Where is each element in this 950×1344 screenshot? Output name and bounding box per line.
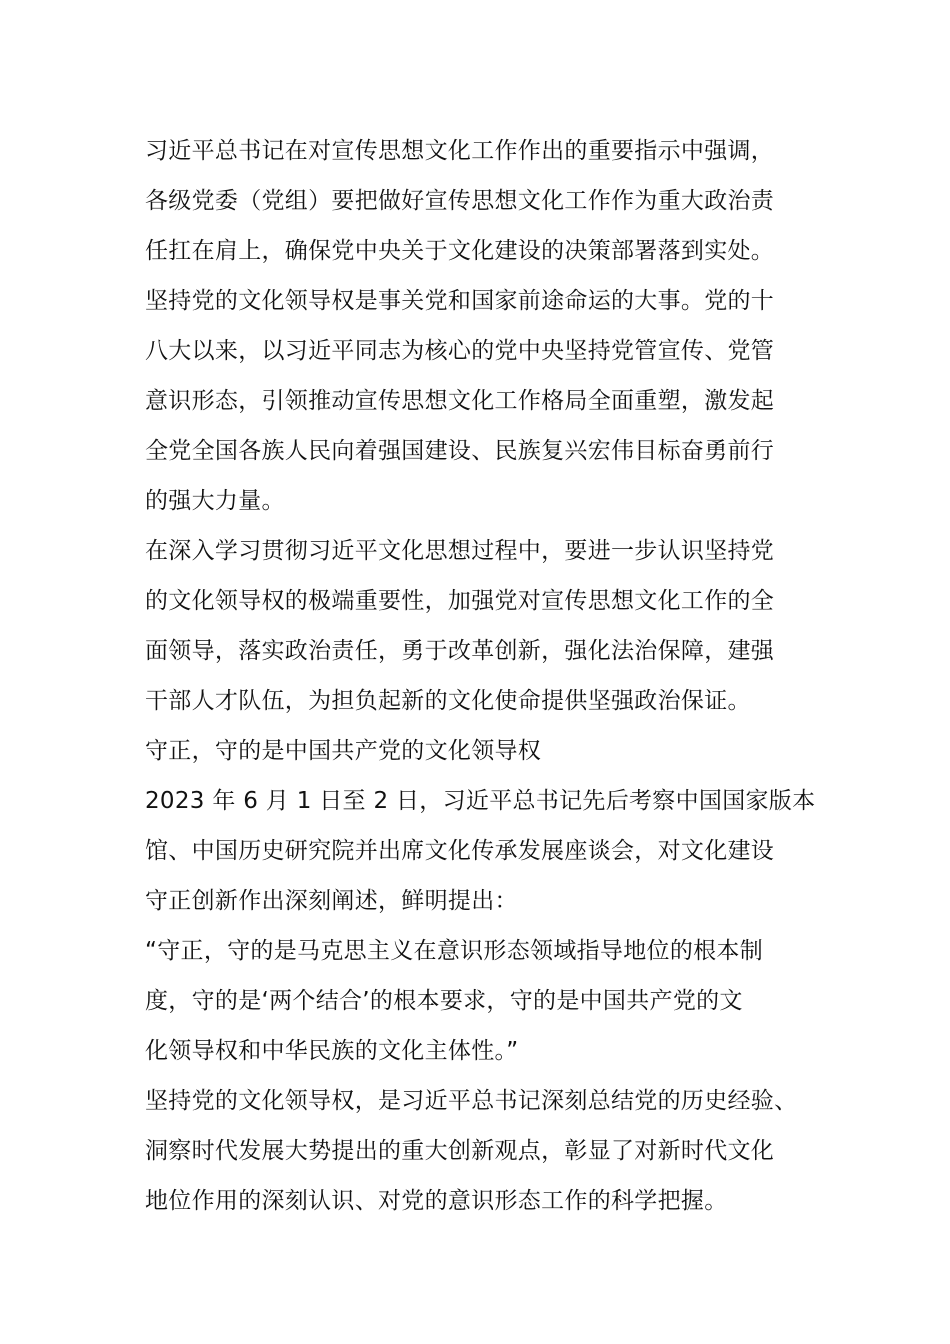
text-line: 在深入学习贯彻习近平文化思想过程中，要进一步认识坚持党 <box>145 538 775 564</box>
text-line: 面领导，落实政治责任，勇于改革创新，强化法治保障，建强 <box>145 638 775 664</box>
text-line: 洞察时代发展大势提出的重大创新观点，彰显了对新时代文化 <box>145 1138 775 1164</box>
text-line: 馆、中国历史研究院并出席文化传承发展座谈会，对文化建设 <box>145 838 775 864</box>
section-heading: 守正，守的是中国共产党的文化领导权 <box>145 738 542 764</box>
document-body <box>145 126 816 1226</box>
text-line: 任扛在肩上，确保党中央关于文化建设的决策部署落到实处。 <box>145 238 775 264</box>
text-line: 意识形态，引领推动宣传思想文化工作格局全面重塑，激发起 <box>145 388 775 414</box>
text-line: 2023 年 6 月 1 日至 2 日，习近平总书记先后考察中国国家版本 <box>145 788 816 814</box>
quote-line: 度，守的是‘两个结合’的根本要求，守的是中国共产党的文 <box>145 988 743 1014</box>
text-line: 八大以来，以习近平同志为核心的党中央坚持党管宣传、党管 <box>145 338 775 364</box>
text-line: 地位作用的深刻认识、对党的意识形态工作的科学把握。 <box>145 1188 728 1214</box>
text-line: 的文化领导权的极端重要性，加强党对宣传思想文化工作的全 <box>145 588 775 614</box>
text-line: 各级党委（党组）要把做好宣传思想文化工作作为重大政治责 <box>145 188 775 214</box>
text-line: 坚持党的文化领导权，是习近平总书记深刻总结党的历史经验、 <box>145 1088 798 1114</box>
text-line: 的强大力量。 <box>145 488 285 514</box>
text-line: 干部人才队伍，为担负起新的文化使命提供坚强政治保证。 <box>145 688 751 714</box>
quote-line: 化领导权和中华民族的文化主体性。” <box>145 1038 519 1064</box>
text-line: 习近平总书记在对宣传思想文化工作作出的重要指示中强调， <box>145 138 775 164</box>
quote-line: “守正，守的是马克思主义在意识形态领域指导地位的根本制 <box>145 938 764 964</box>
text-line: 坚持党的文化领导权是事关党和国家前途命运的大事。党的十 <box>145 288 775 314</box>
text-line: 全党全国各族人民向着强国建设、民族复兴宏伟目标奋勇前行 <box>145 438 775 464</box>
text-line: 守正创新作出深刻阐述，鲜明提出： <box>145 888 518 914</box>
